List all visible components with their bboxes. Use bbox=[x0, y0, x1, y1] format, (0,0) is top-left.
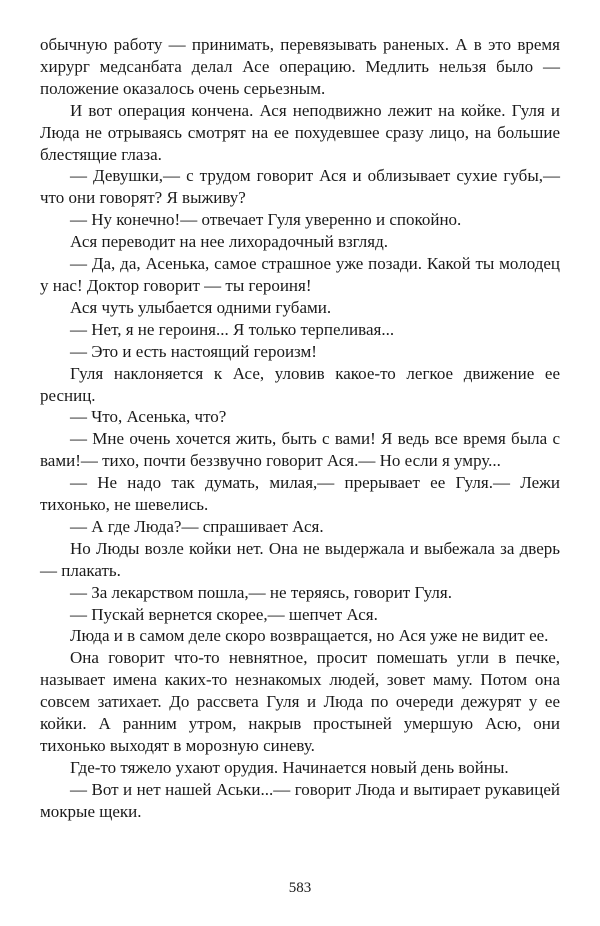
paragraph: И вот операция кончена. Ася неподвижно лежит на койке. Гуля и Люда не отрываясь смотрят на ее похудевшее сразу лицо, на большие блестящие глаза. bbox=[40, 100, 560, 164]
paragraph: — Нет, я не героиня... Я только терпеливая... bbox=[70, 319, 395, 339]
paragraph: — Вот и нет нашей Аськи...— говорит Люда и вытирает рукавицей мокрые щеки. bbox=[40, 779, 560, 821]
paragraph: Люда и в самом деле скоро возвращается, но Ася уже не видит ее. bbox=[70, 626, 549, 646]
paragraph: — Девушки,— с трудом говорит Ася и облизывает сухие губы,— что они говорят? Я выживу? bbox=[40, 166, 560, 208]
paragraph: Но Люды возле койки нет. Она не выдержала и выбежала за дверь — плакать. bbox=[40, 538, 560, 580]
paragraph: — Пускай вернется скорее,— шепчет Ася. bbox=[70, 604, 378, 624]
paragraph: — За лекарством пошла,— не теряясь, говорит Гуля. bbox=[70, 582, 452, 602]
paragraph: — Ну конечно!— отвечает Гуля уверенно и спокойно. bbox=[70, 210, 462, 230]
page-number: 583 bbox=[288, 880, 312, 896]
paragraph: — Это и есть настоящий героизм! bbox=[70, 341, 317, 361]
paragraph: обычную работу — принимать, перевязывать раненых. А в это время хирург медсанбата делал Асе операцию. Медлить нельзя было — положение оказалось очень серьезным. bbox=[40, 35, 560, 98]
paragraph: Ася чуть улыбается одними губами. bbox=[70, 297, 332, 317]
paragraph: — А где Люда?— спрашивает Ася. bbox=[70, 516, 324, 536]
paragraph: — Что, Асенька, что? bbox=[70, 407, 227, 427]
paragraph: Гуля наклоняется к Асе, уловив какое-то легкое движение ее ресниц. bbox=[40, 363, 560, 405]
page-body bbox=[40, 34, 560, 823]
paragraph: Ася переводит на нее лихорадочный взгляд. bbox=[70, 232, 388, 252]
paragraph: — Да, да, Асенька, самое страшное уже позади. Какой ты молодец у нас! Доктор говорит — ты героиня! bbox=[40, 254, 560, 295]
paragraph: Она говорит что-то невнятное, просит помешать угли в печке, называет имена каких-то незнакомых людей, зовет маму. Потом она совсем затихает. До рассвета Гуля и Люда по очереди дежурят у ее койки. А ранним утром, накрыв простыней умершую Асю, они тихонько выходят в морозную синеву. bbox=[40, 648, 560, 755]
paragraph: — Мне очень хочется жить, быть с вами! Я ведь все время была с вами!— тихо, почти беззвучно говорит Ася.— Но если я умру... bbox=[40, 429, 560, 471]
paragraph: — Не надо так думать, милая,— прерывает ее Гуля.— Лежи тихонько, не шевелись. bbox=[40, 473, 560, 515]
paragraph: Где-то тяжело ухают орудия. Начинается новый день войны. bbox=[70, 757, 509, 777]
